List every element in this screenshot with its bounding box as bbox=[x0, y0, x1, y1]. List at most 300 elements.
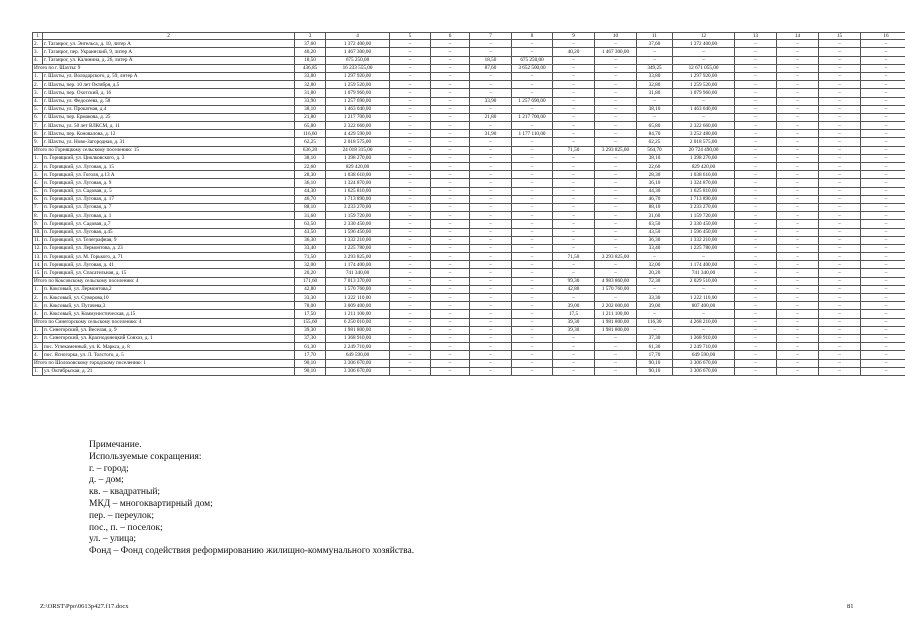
value-cell: – bbox=[512, 72, 553, 80]
value-cell: – bbox=[595, 97, 637, 105]
value-cell: 649 590,00 bbox=[673, 351, 735, 359]
notes-line: Фонд – Фонд содействия реформированию жилищно-коммунального хозяйства. bbox=[89, 546, 415, 557]
value-cell: – bbox=[553, 334, 595, 342]
value-cell: 4 983 860,00 bbox=[595, 277, 637, 285]
address-cell: п. Горняцкий, ул. М. Горького, д. 71 bbox=[43, 253, 295, 261]
value-cell: – bbox=[431, 244, 470, 252]
value-cell: – bbox=[512, 294, 553, 302]
value-cell: 3 293 825,00 bbox=[595, 146, 637, 154]
value-cell: – bbox=[861, 294, 905, 302]
value-cell: – bbox=[777, 40, 819, 48]
value-cell: – bbox=[735, 171, 777, 179]
value-cell: – bbox=[735, 179, 777, 187]
value-cell: – bbox=[595, 138, 637, 146]
value-cell: – bbox=[595, 212, 637, 220]
value-cell: 46,70 bbox=[295, 195, 326, 203]
value-cell: – bbox=[470, 81, 512, 89]
value-cell: – bbox=[390, 212, 431, 220]
value-cell: – bbox=[553, 56, 595, 64]
value-cell: 33,40 bbox=[295, 244, 326, 252]
value-cell: – bbox=[861, 105, 905, 113]
table-row bbox=[33, 253, 905, 261]
value-cell: 40,20 bbox=[295, 48, 326, 56]
value-cell: – bbox=[595, 179, 637, 187]
value-cell: – bbox=[553, 236, 595, 244]
value-cell: – bbox=[777, 294, 819, 302]
value-cell: – bbox=[735, 146, 777, 154]
value-cell: – bbox=[595, 130, 637, 138]
value-cell: – bbox=[819, 220, 861, 228]
table-row bbox=[33, 343, 905, 351]
value-cell: – bbox=[819, 212, 861, 220]
column-number-cell: 5 bbox=[390, 33, 431, 40]
value-cell: – bbox=[861, 334, 905, 342]
value-cell: – bbox=[819, 228, 861, 236]
notes-line: д. – дом; bbox=[89, 475, 124, 486]
column-number-cell: 8 bbox=[512, 33, 553, 40]
value-cell: – bbox=[637, 253, 673, 261]
value-cell: – bbox=[553, 203, 595, 211]
value-cell: 1 257 690,00 bbox=[326, 97, 390, 105]
value-cell: – bbox=[735, 261, 777, 269]
address-cell: п. Горняцкий, ул. Луговая, д. 15 bbox=[43, 163, 295, 171]
value-cell: – bbox=[390, 302, 431, 310]
value-cell: 24 018 315,00 bbox=[326, 146, 390, 154]
value-cell: – bbox=[595, 228, 637, 236]
value-cell: – bbox=[777, 261, 819, 269]
value-cell: – bbox=[819, 163, 861, 171]
value-cell: 42,80 bbox=[295, 285, 326, 293]
column-number-cell: 13 bbox=[735, 33, 777, 40]
value-cell: 33,30 bbox=[295, 294, 326, 302]
value-cell: – bbox=[512, 195, 553, 203]
value-cell: – bbox=[431, 367, 470, 375]
value-cell: – bbox=[777, 203, 819, 211]
value-cell: – bbox=[431, 203, 470, 211]
value-cell: – bbox=[470, 40, 512, 48]
value-cell: – bbox=[861, 146, 905, 154]
value-cell: – bbox=[735, 253, 777, 261]
row-number-cell: 2. bbox=[33, 163, 43, 171]
value-cell: – bbox=[470, 179, 512, 187]
value-cell: – bbox=[431, 56, 470, 64]
value-cell: – bbox=[470, 146, 512, 154]
value-cell: 37,30 bbox=[295, 334, 326, 342]
value-cell: – bbox=[735, 277, 777, 285]
value-cell: 90,10 bbox=[295, 359, 326, 367]
value-cell: 3 306 670,00 bbox=[673, 359, 735, 367]
address-cell: ул. Октябрьская, д. 21 bbox=[43, 367, 295, 375]
value-cell: 17,70 bbox=[637, 351, 673, 359]
column-number-cell: 10 bbox=[595, 33, 637, 40]
value-cell: 1 259 520,00 bbox=[673, 81, 735, 89]
value-cell: – bbox=[673, 285, 735, 293]
column-number-cell: 12 bbox=[673, 33, 735, 40]
address-cell: г. Шахты, ул. Прокатная, д.4 bbox=[43, 105, 295, 113]
value-cell: – bbox=[470, 187, 512, 195]
value-cell: – bbox=[390, 40, 431, 48]
address-cell: п. Горняцкий, ул. Спасательная, д. 15 bbox=[43, 269, 295, 277]
value-cell: 61,30 bbox=[637, 343, 673, 351]
value-cell: – bbox=[595, 343, 637, 351]
notes-line: пер. – переулок; bbox=[89, 510, 155, 521]
value-cell: 20,20 bbox=[295, 269, 326, 277]
value-cell: – bbox=[777, 154, 819, 162]
value-cell: 2 330 450,00 bbox=[673, 220, 735, 228]
value-cell: 1 159 720,00 bbox=[673, 212, 735, 220]
row-number-cell: 5. bbox=[33, 105, 43, 113]
value-cell: – bbox=[512, 310, 553, 318]
value-cell: 1 079 960,00 bbox=[326, 89, 390, 97]
value-cell: – bbox=[637, 48, 673, 56]
row-number-cell: 6. bbox=[33, 113, 43, 121]
value-cell: – bbox=[390, 244, 431, 252]
value-cell: 1 211 100,00 bbox=[595, 310, 637, 318]
value-cell: – bbox=[861, 261, 905, 269]
table-row bbox=[33, 72, 905, 80]
subtotal-label: Итого по Коксовскому сельскому поселению: 4 bbox=[33, 277, 295, 285]
value-cell: 90,10 bbox=[637, 367, 673, 375]
row-number-cell: 2. bbox=[33, 81, 43, 89]
table-row bbox=[33, 228, 905, 236]
value-cell: 3 652 500,00 bbox=[512, 64, 553, 72]
value-cell: – bbox=[819, 146, 861, 154]
value-cell: – bbox=[819, 326, 861, 334]
value-cell: – bbox=[390, 154, 431, 162]
column-number-row bbox=[33, 33, 905, 40]
table-body bbox=[33, 33, 905, 376]
value-cell: – bbox=[553, 113, 595, 121]
value-cell: – bbox=[553, 40, 595, 48]
row-number-cell: 14. bbox=[33, 261, 43, 269]
address-cell: п. Горняцкий, ул. Циолковского, д. 3 bbox=[43, 154, 295, 162]
value-cell: – bbox=[735, 203, 777, 211]
value-cell: – bbox=[819, 302, 861, 310]
row-number-cell: 7. bbox=[33, 203, 43, 211]
value-cell: 1 570 760,00 bbox=[595, 285, 637, 293]
address-cell: г. Таганрог, ул. Калинина, д. 26, литер А bbox=[43, 56, 295, 64]
value-cell: – bbox=[735, 359, 777, 367]
value-cell: – bbox=[470, 212, 512, 220]
value-cell: 1 174 400,00 bbox=[326, 261, 390, 269]
value-cell: – bbox=[431, 195, 470, 203]
value-cell: 31,60 bbox=[295, 212, 326, 220]
row-number-cell: 9. bbox=[33, 220, 43, 228]
value-cell: – bbox=[777, 195, 819, 203]
table-row bbox=[33, 261, 905, 269]
value-cell: – bbox=[735, 105, 777, 113]
value-cell: – bbox=[553, 138, 595, 146]
value-cell: – bbox=[390, 334, 431, 342]
value-cell: 71,50 bbox=[553, 253, 595, 261]
address-cell: п. Горняцкий, ул. Луговая, д. 1 bbox=[43, 212, 295, 220]
value-cell: 43,50 bbox=[637, 228, 673, 236]
value-cell: – bbox=[819, 294, 861, 302]
value-cell: – bbox=[512, 367, 553, 375]
value-cell: – bbox=[735, 113, 777, 121]
row-number-cell: 4. bbox=[33, 179, 43, 187]
value-cell: 37,30 bbox=[637, 334, 673, 342]
value-cell: – bbox=[431, 302, 470, 310]
column-number-cell: 4 bbox=[326, 33, 390, 40]
address-cell: п. Горняцкий, ул. Луговая, д. 7 bbox=[43, 203, 295, 211]
value-cell: – bbox=[553, 105, 595, 113]
value-cell: – bbox=[553, 343, 595, 351]
value-cell: – bbox=[470, 171, 512, 179]
value-cell: – bbox=[595, 269, 637, 277]
row-number-cell: 9. bbox=[33, 138, 43, 146]
value-cell: – bbox=[431, 277, 470, 285]
table-row bbox=[33, 97, 905, 105]
value-cell: 829 420,00 bbox=[673, 163, 735, 171]
value-cell: – bbox=[735, 351, 777, 359]
value-cell: 71,50 bbox=[553, 146, 595, 154]
value-cell: – bbox=[673, 113, 735, 121]
value-cell: – bbox=[512, 343, 553, 351]
value-cell: – bbox=[431, 220, 470, 228]
value-cell: 1 596 450,00 bbox=[673, 228, 735, 236]
value-cell: 1 372 400,00 bbox=[673, 40, 735, 48]
value-cell: 33,40 bbox=[637, 244, 673, 252]
value-cell: 31,90 bbox=[470, 130, 512, 138]
value-cell: – bbox=[595, 64, 637, 72]
column-number-cell: 7 bbox=[470, 33, 512, 40]
value-cell: – bbox=[470, 105, 512, 113]
value-cell: – bbox=[512, 163, 553, 171]
value-cell: – bbox=[431, 171, 470, 179]
notes-line: ул. – улица; bbox=[89, 534, 137, 545]
subtotal-label: Итого по Синегорскому сельскому поселению: 4 bbox=[33, 318, 295, 326]
value-cell: – bbox=[777, 146, 819, 154]
value-cell: 17,70 bbox=[295, 351, 326, 359]
address-cell: п. Коксовый, ул. Лермонтова,2 bbox=[43, 285, 295, 293]
value-cell: – bbox=[431, 351, 470, 359]
value-cell: – bbox=[735, 294, 777, 302]
value-cell: – bbox=[777, 81, 819, 89]
value-cell: – bbox=[777, 359, 819, 367]
value-cell: 90,10 bbox=[637, 359, 673, 367]
value-cell: – bbox=[861, 130, 905, 138]
value-cell: 17,5 bbox=[553, 310, 595, 318]
value-cell: 88,10 bbox=[637, 203, 673, 211]
value-cell: – bbox=[777, 269, 819, 277]
value-cell: 44,30 bbox=[295, 187, 326, 195]
value-cell: – bbox=[512, 359, 553, 367]
table-row bbox=[33, 220, 905, 228]
row-number-cell: 5. bbox=[33, 187, 43, 195]
value-cell: 37,60 bbox=[295, 40, 326, 48]
value-cell: 22,60 bbox=[637, 163, 673, 171]
value-cell: – bbox=[470, 163, 512, 171]
notes-line: Используемые сокращения: bbox=[89, 451, 202, 462]
value-cell: 1 222 110,00 bbox=[326, 294, 390, 302]
value-cell: – bbox=[861, 310, 905, 318]
value-cell: – bbox=[390, 105, 431, 113]
value-cell: – bbox=[861, 269, 905, 277]
row-number-cell: 10. bbox=[33, 228, 43, 236]
value-cell: 33,80 bbox=[637, 72, 673, 80]
value-cell: – bbox=[819, 89, 861, 97]
value-cell: – bbox=[819, 154, 861, 162]
value-cell: – bbox=[512, 154, 553, 162]
value-cell: 7 013 370,00 bbox=[326, 277, 390, 285]
value-cell: – bbox=[861, 56, 905, 64]
table-row bbox=[33, 81, 905, 89]
row-number-cell: 4. bbox=[33, 97, 43, 105]
value-cell: – bbox=[819, 40, 861, 48]
value-cell: 1 625 810,00 bbox=[326, 187, 390, 195]
value-cell: – bbox=[861, 171, 905, 179]
row-number-cell: 3. bbox=[33, 171, 43, 179]
value-cell: – bbox=[553, 97, 595, 105]
value-cell: 675 250,00 bbox=[326, 56, 390, 64]
row-number-cell: 1. bbox=[33, 326, 43, 334]
table-row bbox=[33, 310, 905, 318]
column-number-cell: 16 bbox=[861, 33, 905, 40]
value-cell: – bbox=[512, 179, 553, 187]
value-cell: – bbox=[777, 89, 819, 97]
value-cell: 4 429 590,00 bbox=[326, 130, 390, 138]
value-cell: 1 324 870,00 bbox=[326, 179, 390, 187]
value-cell: – bbox=[861, 89, 905, 97]
value-cell: – bbox=[390, 318, 431, 326]
value-cell: – bbox=[512, 236, 553, 244]
value-cell: 2 249 710,00 bbox=[673, 343, 735, 351]
value-cell: 37,60 bbox=[637, 40, 673, 48]
value-cell: 1 211 100,00 bbox=[326, 310, 390, 318]
value-cell: – bbox=[735, 130, 777, 138]
table-row bbox=[33, 48, 905, 56]
value-cell: – bbox=[512, 171, 553, 179]
value-cell: – bbox=[777, 130, 819, 138]
value-cell: – bbox=[512, 351, 553, 359]
row-number-cell: 8. bbox=[33, 130, 43, 138]
value-cell: – bbox=[861, 285, 905, 293]
value-cell: – bbox=[390, 179, 431, 187]
value-cell: – bbox=[512, 244, 553, 252]
value-cell: – bbox=[595, 195, 637, 203]
row-number-cell: 2. bbox=[33, 40, 43, 48]
value-cell: 1 297 920,00 bbox=[326, 72, 390, 80]
value-cell: – bbox=[553, 81, 595, 89]
value-cell: 72,30 bbox=[637, 277, 673, 285]
value-cell: – bbox=[637, 326, 673, 334]
value-cell: 1 222 110,00 bbox=[673, 294, 735, 302]
value-cell: 2 322 660,00 bbox=[326, 122, 390, 130]
value-cell: 1 174 400,00 bbox=[673, 261, 735, 269]
value-cell: 1 324 870,00 bbox=[673, 179, 735, 187]
address-cell: п. Горняцкий, ул. Луговая, д. 9 bbox=[43, 179, 295, 187]
value-cell: – bbox=[777, 113, 819, 121]
table-row bbox=[33, 236, 905, 244]
value-cell: 43,50 bbox=[295, 228, 326, 236]
value-cell: – bbox=[390, 163, 431, 171]
value-cell: – bbox=[553, 244, 595, 252]
value-cell: – bbox=[390, 310, 431, 318]
subtotal-label: Итого по Горняцкому сельскому поселению: 15 bbox=[33, 146, 295, 154]
value-cell: 436,85 bbox=[295, 64, 326, 72]
address-cell: г. Шахты, ул. Володарского, д. 59, литер А bbox=[43, 72, 295, 80]
value-cell: – bbox=[819, 334, 861, 342]
value-cell: – bbox=[595, 203, 637, 211]
value-cell: – bbox=[735, 97, 777, 105]
notes-line: кв. – квадратный; bbox=[89, 487, 161, 498]
value-cell: – bbox=[470, 89, 512, 97]
column-number-cell: 9 bbox=[553, 33, 595, 40]
address-cell: п. Горняцкий, ул. Садовая, д. 5 bbox=[43, 187, 295, 195]
value-cell: – bbox=[390, 97, 431, 105]
value-cell: 1 467 300,00 bbox=[326, 48, 390, 56]
value-cell: – bbox=[819, 64, 861, 72]
value-cell: – bbox=[553, 64, 595, 72]
value-cell: – bbox=[735, 89, 777, 97]
value-cell: 3 233 270,00 bbox=[326, 203, 390, 211]
value-cell: – bbox=[861, 326, 905, 334]
value-cell: – bbox=[595, 154, 637, 162]
value-cell: 2 322 660,00 bbox=[673, 122, 735, 130]
table-row bbox=[33, 163, 905, 171]
value-cell: – bbox=[819, 130, 861, 138]
value-cell: – bbox=[777, 122, 819, 130]
value-cell: – bbox=[512, 89, 553, 97]
value-cell: – bbox=[553, 187, 595, 195]
value-cell: – bbox=[735, 64, 777, 72]
value-cell: 38,10 bbox=[295, 105, 326, 113]
value-cell: – bbox=[861, 318, 905, 326]
value-cell: – bbox=[553, 154, 595, 162]
subtotal-row bbox=[33, 277, 905, 285]
table-row bbox=[33, 130, 905, 138]
value-cell: – bbox=[673, 253, 735, 261]
value-cell: – bbox=[431, 285, 470, 293]
value-cell: – bbox=[390, 285, 431, 293]
value-cell: – bbox=[553, 130, 595, 138]
value-cell: – bbox=[431, 294, 470, 302]
address-cell: пос. Ясногорка, ул. Л. Толстого, д. 5 bbox=[43, 351, 295, 359]
value-cell: – bbox=[777, 318, 819, 326]
value-cell: – bbox=[735, 220, 777, 228]
value-cell: – bbox=[735, 195, 777, 203]
value-cell: 3 293 825,00 bbox=[326, 253, 390, 261]
subtotal-label: Итого по г. Шахты: 9 bbox=[33, 64, 295, 72]
value-cell: 1 159 720,00 bbox=[326, 212, 390, 220]
value-cell: – bbox=[637, 285, 673, 293]
value-cell: – bbox=[861, 220, 905, 228]
value-cell: – bbox=[470, 334, 512, 342]
value-cell: – bbox=[861, 64, 905, 72]
table-row bbox=[33, 105, 905, 113]
value-cell: 1 463 040,00 bbox=[326, 105, 390, 113]
table-row bbox=[33, 302, 905, 310]
value-cell: 61,30 bbox=[295, 343, 326, 351]
value-cell: – bbox=[861, 81, 905, 89]
value-cell: – bbox=[431, 253, 470, 261]
value-cell: 3 306 670,00 bbox=[673, 367, 735, 375]
value-cell: – bbox=[431, 359, 470, 367]
row-number-cell: 1. bbox=[33, 285, 43, 293]
value-cell: – bbox=[861, 72, 905, 80]
address-cell: г. Шахты, пер. Ермакова, д. 25 bbox=[43, 113, 295, 121]
value-cell: – bbox=[470, 195, 512, 203]
value-cell: 2 249 710,00 bbox=[326, 343, 390, 351]
value-cell: – bbox=[390, 56, 431, 64]
value-cell: – bbox=[735, 81, 777, 89]
value-cell: 65,80 bbox=[295, 122, 326, 130]
value-cell: – bbox=[390, 130, 431, 138]
value-cell: 2 018 575,00 bbox=[673, 138, 735, 146]
subtotal-row bbox=[33, 359, 905, 367]
value-cell: – bbox=[819, 310, 861, 318]
